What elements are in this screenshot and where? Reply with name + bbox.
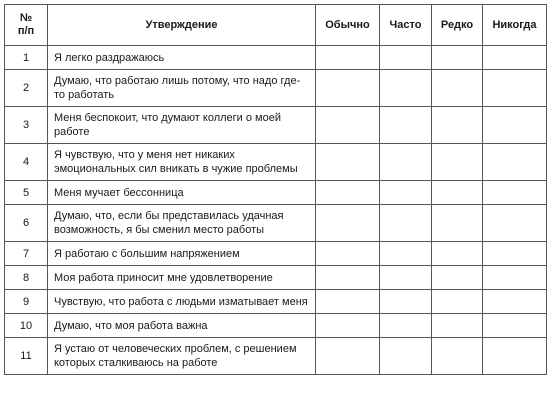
answer-cell-never[interactable] bbox=[483, 70, 547, 107]
row-statement: Меня мучает бессонница bbox=[48, 181, 316, 205]
answer-cell-usually[interactable] bbox=[316, 242, 380, 266]
answer-cell-usually[interactable] bbox=[316, 181, 380, 205]
answer-cell-never[interactable] bbox=[483, 314, 547, 338]
table-row bbox=[5, 242, 547, 266]
answer-cell-rarely[interactable] bbox=[432, 266, 483, 290]
answer-cell-never[interactable] bbox=[483, 144, 547, 181]
table-row bbox=[5, 46, 547, 70]
header-never: Никогда bbox=[483, 5, 547, 46]
answer-cell-usually[interactable] bbox=[316, 266, 380, 290]
row-statement: Я чувствую, что у меня нет никаких эмоциональных сил вникать в чужие проблемы bbox=[48, 144, 316, 181]
table-row bbox=[5, 338, 547, 375]
answer-cell-never[interactable] bbox=[483, 338, 547, 375]
answer-cell-never[interactable] bbox=[483, 290, 547, 314]
answer-cell-rarely[interactable] bbox=[432, 181, 483, 205]
row-statement: Думаю, что моя работа важна bbox=[48, 314, 316, 338]
row-statement: Думаю, что, если бы представилась удачная возможность, я бы сменил место работы bbox=[48, 205, 316, 242]
answer-cell-rarely[interactable] bbox=[432, 46, 483, 70]
row-statement: Я устаю от человеческих проблем, с решением которых сталкиваюсь на работе bbox=[48, 338, 316, 375]
answer-cell-usually[interactable] bbox=[316, 46, 380, 70]
answer-cell-often[interactable] bbox=[380, 266, 432, 290]
answer-cell-often[interactable] bbox=[380, 242, 432, 266]
row-number: 10 bbox=[5, 314, 48, 338]
row-statement: Моя работа приносит мне удовлетворение bbox=[48, 266, 316, 290]
row-number: 2 bbox=[5, 70, 48, 107]
answer-cell-rarely[interactable] bbox=[432, 144, 483, 181]
table-row bbox=[5, 107, 547, 144]
answer-cell-never[interactable] bbox=[483, 205, 547, 242]
header-usually: Обычно bbox=[316, 5, 380, 46]
answer-cell-often[interactable] bbox=[380, 144, 432, 181]
answer-cell-usually[interactable] bbox=[316, 290, 380, 314]
row-number: 11 bbox=[5, 338, 48, 375]
row-number: 1 bbox=[5, 46, 48, 70]
answer-cell-often[interactable] bbox=[380, 205, 432, 242]
answer-cell-usually[interactable] bbox=[316, 338, 380, 375]
answer-cell-rarely[interactable] bbox=[432, 70, 483, 107]
table-row bbox=[5, 70, 547, 107]
row-number: 6 bbox=[5, 205, 48, 242]
row-number: 7 bbox=[5, 242, 48, 266]
row-statement: Чувствую, что работа с людьми изматывает меня bbox=[48, 290, 316, 314]
header-row bbox=[5, 5, 547, 46]
row-number: 3 bbox=[5, 107, 48, 144]
answer-cell-usually[interactable] bbox=[316, 205, 380, 242]
answer-cell-usually[interactable] bbox=[316, 144, 380, 181]
answer-cell-never[interactable] bbox=[483, 107, 547, 144]
answer-cell-never[interactable] bbox=[483, 266, 547, 290]
answer-cell-often[interactable] bbox=[380, 181, 432, 205]
table-row bbox=[5, 144, 547, 181]
header-num-label: № п/п bbox=[17, 12, 35, 37]
answer-cell-rarely[interactable] bbox=[432, 107, 483, 144]
answer-cell-rarely[interactable] bbox=[432, 242, 483, 266]
row-statement: Я легко раздражаюсь bbox=[48, 46, 316, 70]
answer-cell-rarely[interactable] bbox=[432, 338, 483, 375]
row-number: 8 bbox=[5, 266, 48, 290]
table-row bbox=[5, 314, 547, 338]
row-number: 4 bbox=[5, 144, 48, 181]
header-rarely: Редко bbox=[432, 5, 483, 46]
table-row bbox=[5, 266, 547, 290]
row-number: 5 bbox=[5, 181, 48, 205]
answer-cell-never[interactable] bbox=[483, 181, 547, 205]
answer-cell-rarely[interactable] bbox=[432, 205, 483, 242]
answer-cell-often[interactable] bbox=[380, 290, 432, 314]
answer-cell-usually[interactable] bbox=[316, 314, 380, 338]
survey-table bbox=[4, 4, 547, 375]
header-often: Часто bbox=[380, 5, 432, 46]
answer-cell-often[interactable] bbox=[380, 46, 432, 70]
row-number: 9 bbox=[5, 290, 48, 314]
answer-cell-often[interactable] bbox=[380, 314, 432, 338]
row-statement: Я работаю с большим напряжением bbox=[48, 242, 316, 266]
answer-cell-usually[interactable] bbox=[316, 70, 380, 107]
answer-cell-often[interactable] bbox=[380, 70, 432, 107]
header-num bbox=[5, 5, 48, 46]
answer-cell-rarely[interactable] bbox=[432, 314, 483, 338]
header-statement: Утверждение bbox=[48, 5, 316, 46]
answer-cell-never[interactable] bbox=[483, 242, 547, 266]
row-statement: Меня беспокоит, что думают коллеги о моей работе bbox=[48, 107, 316, 144]
table-row bbox=[5, 205, 547, 242]
answer-cell-often[interactable] bbox=[380, 107, 432, 144]
answer-cell-often[interactable] bbox=[380, 338, 432, 375]
answer-cell-rarely[interactable] bbox=[432, 290, 483, 314]
answer-cell-usually[interactable] bbox=[316, 107, 380, 144]
answer-cell-never[interactable] bbox=[483, 46, 547, 70]
table-row bbox=[5, 181, 547, 205]
table-row bbox=[5, 290, 547, 314]
row-statement: Думаю, что работаю лишь потому, что надо где-то работать bbox=[48, 70, 316, 107]
